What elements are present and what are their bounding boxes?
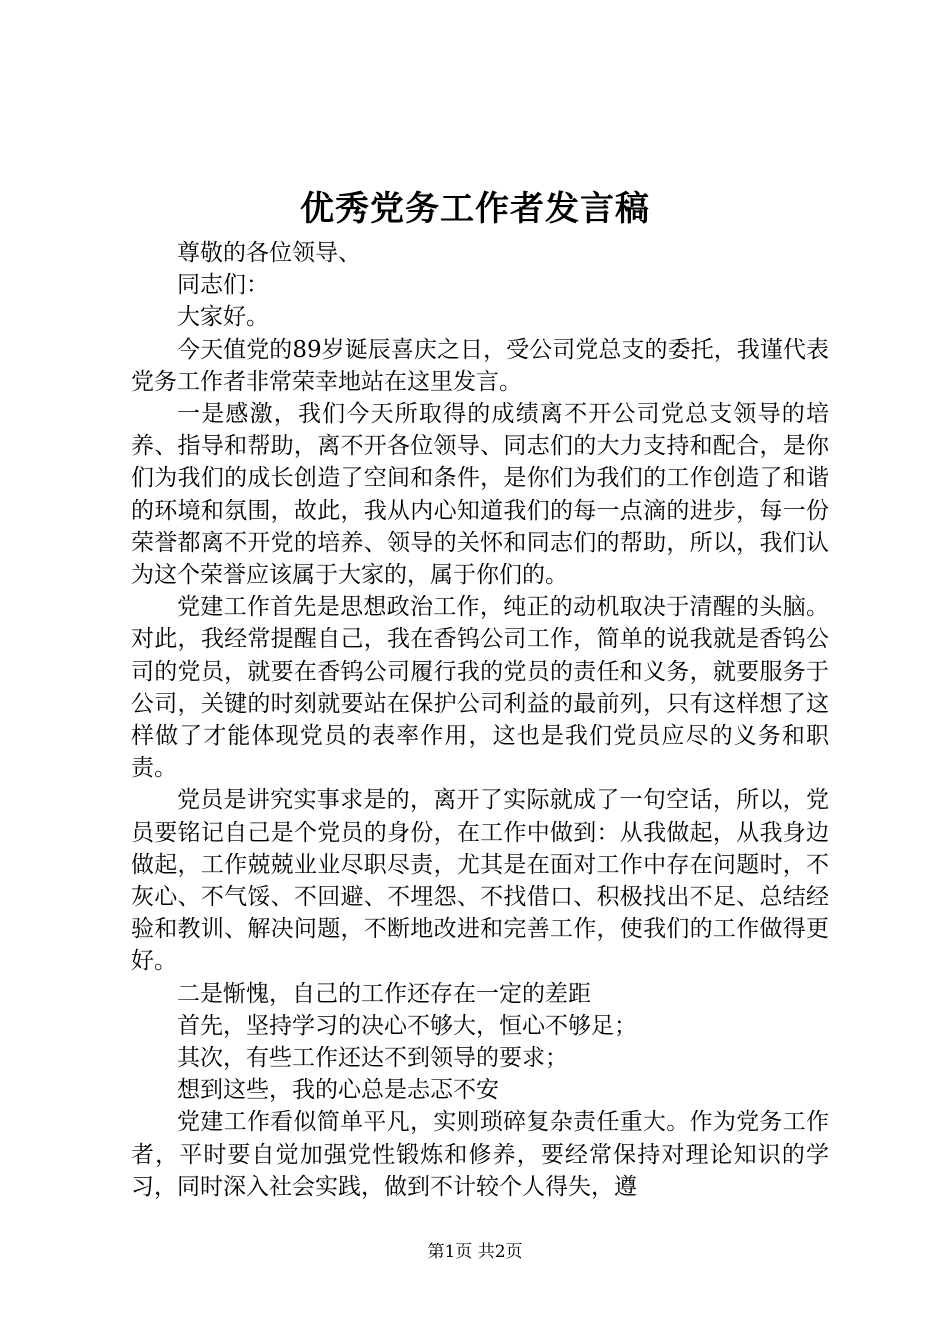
document-body [131,237,829,1203]
paragraph-shortcomings-heading: 二是惭愧，自己的工作还存在一定的差距 [177,980,591,1007]
paragraph-gratitude: 一是感激，我们今天所取得的成绩离不开公司党总支领导的培养、指导和帮助，离不开各位领导、同志们的大力支持和配合，是你们为我们的成长创造了空间和条件，是你们为我们的工作创造了和谐的环境和氛围，故此，我从内心知道我们的每一点滴的进步，每一份荣誉都离不开党的培养、领导的关怀和同志们的帮助，所以，我们认为这个荣誉应该属于大家的，属于你们的。 [131,401,829,589]
paragraph-practice: 党员是讲究实事求是的，离开了实际就成了一句空话，所以，党员要铭记自己是个党员的身份，在工作中做到：从我做起，从我身边做起，工作兢兢业业尽职尽责，尤其是在面对工作中存在问题时，不灰心、不气馁、不回避、不埋怨、不找借口、积极找出不足、总结经验和教训、解决问题，不断地改进和完善工作，使我们的工作做得更好。 [131,787,829,975]
paragraph-first-shortcoming: 首先，坚持学习的决心不够大，恒心不够足； [177,1012,637,1039]
document-title: 优秀党务工作者发言稿 [300,189,650,229]
paragraph-greeting: 大家好。 [177,304,269,331]
paragraph-ideology: 党建工作首先是思想政治工作，纯正的动机取决于清醒的头脑。对此，我经常提醒自己，我在香钨公司工作，简单的说我就是香钨公司的党员，就要在香钨公司履行我的党员的责任和义务，就要服务于公司，关键的时刻就要站在保护公司利益的最前列，只有这样想了这样做了才能体现党员的表率作用，这也是我们党员应尽的义务和职责。 [131,594,829,782]
paragraph-salutation-leaders: 尊敬的各位领导、 [177,240,361,266]
paragraph-opening: 今天值党的89岁诞辰喜庆之日，受公司党总支的委托，我谨代表党务工作者非常荣幸地站在这里发言。 [131,336,829,395]
page-number-footer: 第1页 共2页 [427,1242,523,1262]
paragraph-party-building: 党建工作看似简单平凡，实则琐碎复杂责任重大。作为党务工作者，平时要自觉加强党性锻炼和修养，要经常保持对理论知识的学习，同时深入社会实践，做到不计较个人得失，遵 [131,1109,829,1200]
paragraph-reflection: 想到这些，我的心总是忐忑不安 [177,1077,499,1104]
paragraph-second-shortcoming: 其次，有些工作还达不到领导的要求； [177,1045,568,1072]
paragraph-salutation-comrades: 同志们： [177,272,269,299]
